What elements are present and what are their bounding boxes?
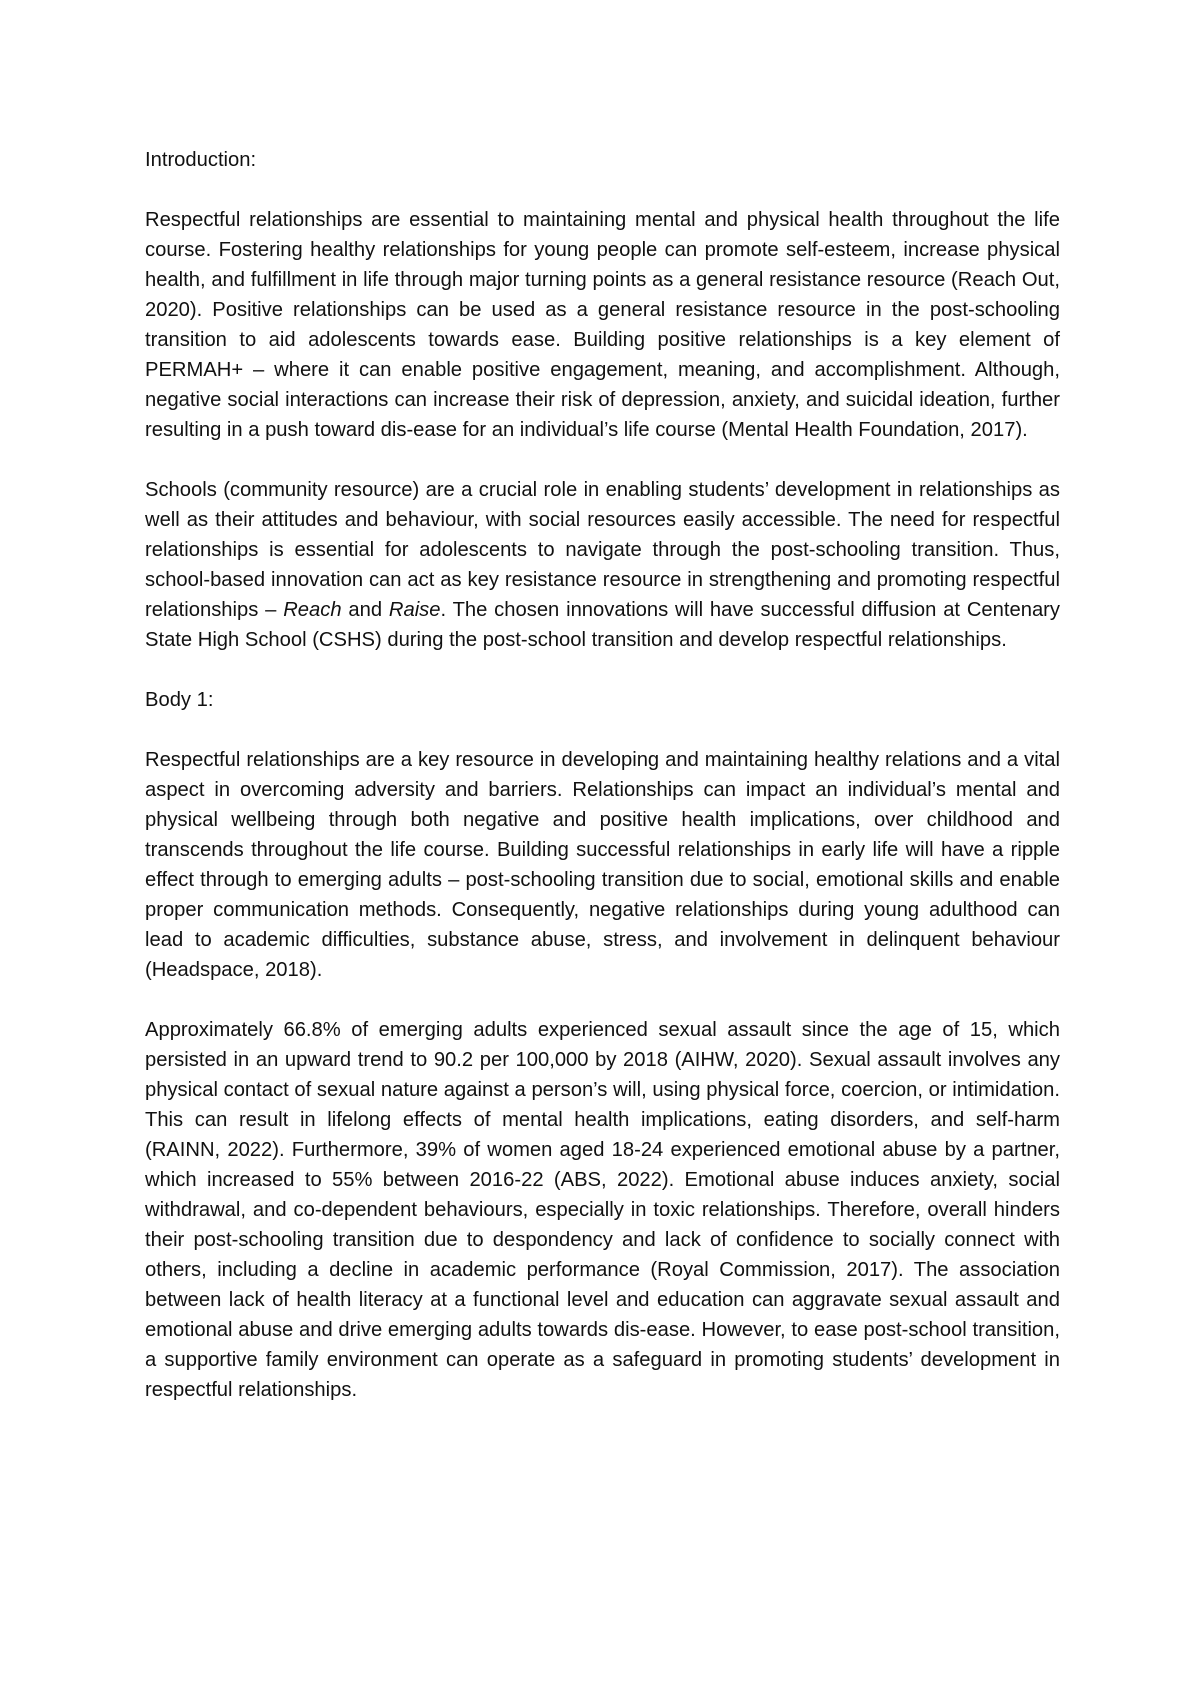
introduction-heading: Introduction:	[145, 149, 257, 171]
body-1-paragraph-1: Respectful relationships are a key resource in developing and maintaining healthy relations and a vital aspect in overcoming adversity and barriers. Relationships can impact an individual’s mental and physical wellbeing through both negative and positive health implications, over childhood and transcends throughout the life course. Building successful relationships in early life will have a ripple effect through to emerging adults – post-schooling transition due to social, emotional skills and enable proper communication methods. Consequently, negative relationships during young adulthood can lead to academic difficulties, substance abuse, stress, and involvement in delinquent behaviour (Headspace, 2018).	[145, 749, 1060, 981]
body-1-heading: Body 1:	[145, 689, 214, 711]
intro-p2-text-start: Schools (community resource) are a crucial role in enabling students’ development in relationships as well as their attitudes and behaviour, with social resources easily accessible. The need for respectful relationships is essential for adolescents to navigate through the post-schooling transition. Thus, school-based innovation can act as key resistance resource in strengthening and promoting respectful relationships –	[145, 479, 1060, 621]
introduction-paragraph-1: Respectful relationships are essential to maintaining mental and physical health throughout the life course. Fostering healthy relationships for young people can promote self-esteem, increase physical health, and fulfillment in life through major turning points as a general resistance resource (Reach Out, 2020). Positive relationships can be used as a general resistance resource in the post-schooling transition to aid adolescents towards ease. Building positive relationships is a key element of PERMAH+ – where it can enable positive engagement, meaning, and accomplishment. Although, negative social interactions can increase their risk of depression, anxiety, and suicidal ideation, further resulting in a push toward dis-ease for an individual’s life course (Mental Health Foundation, 2017).	[145, 209, 1060, 441]
introduction-paragraph-2	[145, 475, 1060, 655]
intro-p2-text-end: . The chosen innovations will have successful diffusion at Centenary State High School (CSHS) during the post-school transition and develop respectful relationships.	[145, 599, 1060, 651]
reach-innovation-name: Reach	[283, 599, 342, 621]
document-page	[145, 145, 1060, 1405]
raise-innovation-name: Raise	[388, 599, 441, 621]
intro-p2-conjunction: and	[341, 599, 389, 621]
body-1-paragraph-2: Approximately 66.8% of emerging adults experienced sexual assault since the age of 15, which persisted in an upward trend to 90.2 per 100,000 by 2018 (AIHW, 2020). Sexual assault involves any physical contact of sexual nature against a person’s will, using physical force, coercion, or intimidation. This can result in lifelong effects of mental health implications, eating disorders, and self-harm (RAINN, 2022). Furthermore, 39% of women aged 18-24 experienced emotional abuse by a partner, which increased to 55% between 2016-22 (ABS, 2022). Emotional abuse induces anxiety, social withdrawal, and co-dependent behaviours, especially in toxic relationships. Therefore, overall hinders their post-schooling transition due to despondency and lack of confidence to socially connect with others, including a decline in academic performance (Royal Commission, 2017). The association between lack of health literacy at a functional level and education can aggravate sexual assault and emotional abuse and drive emerging adults towards dis-ease. However, to ease post-school transition, a supportive family environment can operate as a safeguard in promoting students’ development in respectful relationships.	[145, 1019, 1060, 1401]
